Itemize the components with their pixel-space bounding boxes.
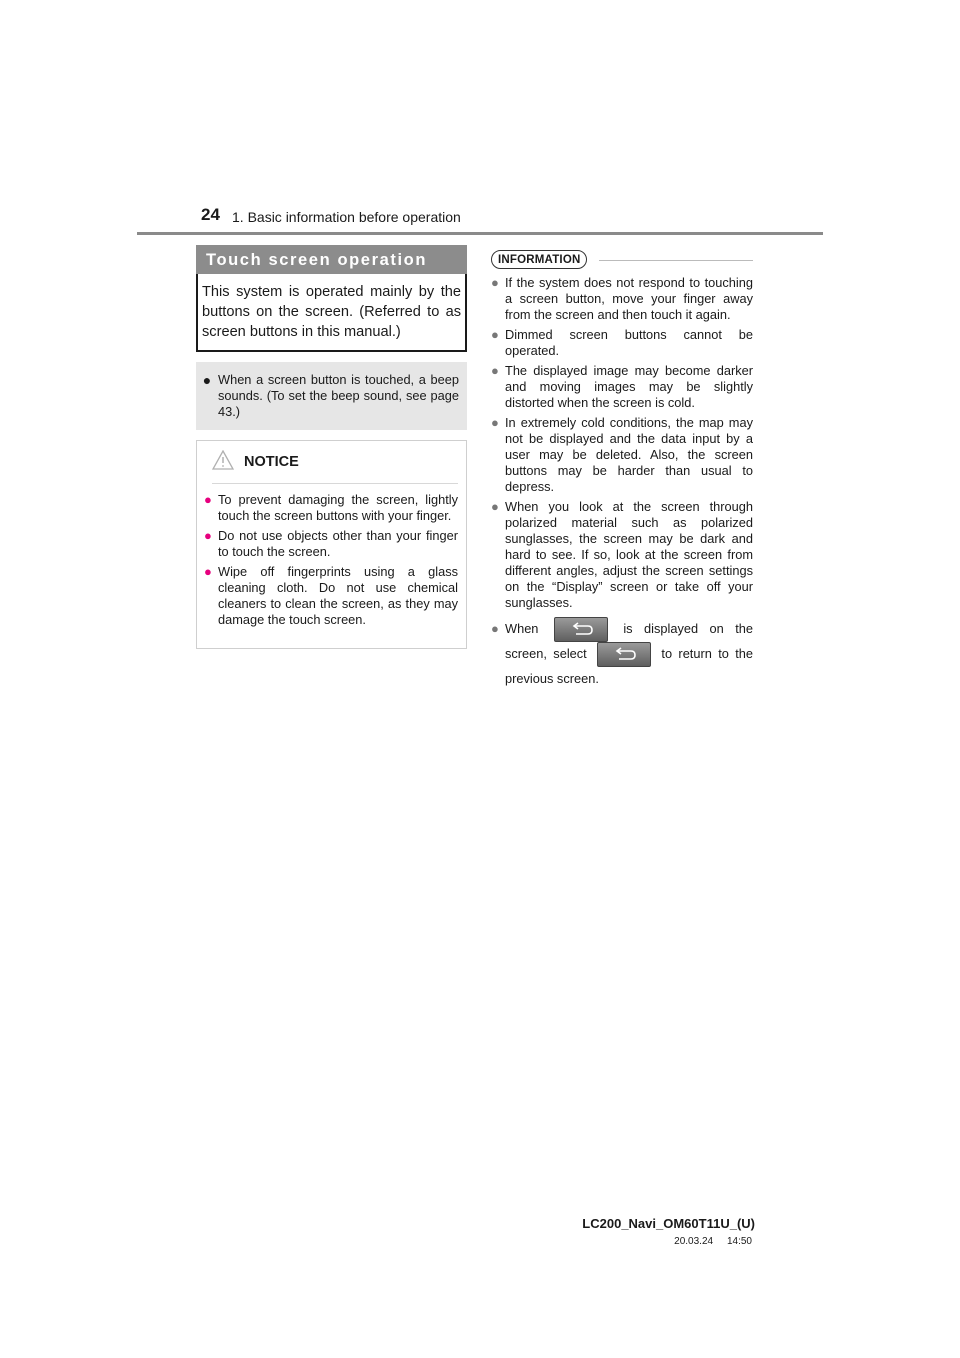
back-text-part3: to return to the previous screen.	[505, 646, 753, 687]
info-item	[491, 415, 753, 495]
back-button-image	[554, 617, 608, 642]
info-item-text: The displayed image may become darker and moving images may be slightly distorted when the screen is cold.	[505, 363, 753, 410]
running-head: 1. Basic information before operation	[232, 209, 461, 225]
notice-title: NOTICE	[244, 454, 299, 470]
notice-item-text: Wipe off fingerprints using a glass cleaning cloth. Do not use chemical cleaners to clean the screen, as they may damage the touch screen.	[218, 564, 458, 627]
info-item-back	[491, 617, 753, 691]
info-item-back-text	[505, 617, 753, 691]
notice-item-text: Do not use objects other than your finger to touch the screen.	[218, 528, 458, 559]
info-item-text: Dimmed screen buttons cannot be operated.	[505, 327, 753, 358]
page-number: 24	[201, 205, 220, 224]
info-item	[491, 275, 753, 323]
notice-item	[204, 528, 458, 560]
bullet-icon: ●	[491, 621, 499, 636]
information-list	[491, 275, 753, 691]
notice-item	[204, 492, 458, 524]
bullet-icon: ●	[204, 564, 212, 579]
notice-item-text: To prevent damaging the screen, lightly touch the screen buttons with your finger.	[218, 492, 458, 523]
back-button-image	[597, 642, 651, 667]
notice-item	[204, 564, 458, 628]
note-text: When a screen button is touched, a beep sounds. (To set the beep sound, see page 43.)	[218, 372, 459, 419]
info-item	[491, 363, 753, 411]
back-text-part1: When	[505, 621, 539, 636]
info-item	[491, 499, 753, 611]
back-arrow-icon	[555, 618, 607, 641]
back-text-part2: is displayed on the screen, select	[505, 621, 754, 662]
intro-box: This system is operated mainly by the buttons on the screen. (Referred to as screen buttons in this manual.)	[196, 274, 467, 352]
info-item-text: When you look at the screen through polarized material such as polarized sunglasses, the screen may be dark and hard to see. If so, look at the screen from different angles, adjust the screen settings on the “Display” screen or take off your sunglasses.	[505, 499, 753, 610]
bullet-icon: ●	[491, 327, 499, 342]
bullet-icon: ●	[491, 499, 499, 514]
info-item-text: In extremely cold conditions, the map may not be displayed and the data input by a user may be deleted. Also, the screen buttons may be harder than usual to depress.	[505, 415, 753, 494]
bullet-icon: ●	[491, 363, 499, 378]
header-rule	[137, 232, 823, 235]
bullet-icon: ●	[491, 415, 499, 430]
bullet-icon: ●	[204, 492, 212, 507]
left-column	[196, 245, 467, 649]
bullet-icon: ●	[491, 275, 499, 290]
right-column	[491, 250, 753, 695]
notice-header	[212, 447, 458, 484]
warning-triangle-icon	[212, 450, 234, 475]
info-item-text: If the system does not respond to touching a screen button, move your finger away from the screen and then touch it again.	[505, 275, 753, 322]
footer-stamp: 20.03.24 14:50	[674, 1236, 752, 1247]
bullet-icon: ●	[204, 528, 212, 543]
note-box	[196, 362, 467, 430]
info-item	[491, 327, 753, 359]
notice-box	[196, 440, 467, 649]
information-label: INFORMATION	[491, 250, 587, 269]
bullet-icon: ●	[202, 372, 212, 388]
footer-code: LC200_Navi_OM60T11U_(U)	[582, 1216, 755, 1231]
information-rule	[599, 260, 753, 261]
section-title: Touch screen operation	[196, 245, 467, 274]
back-arrow-icon	[598, 643, 650, 666]
